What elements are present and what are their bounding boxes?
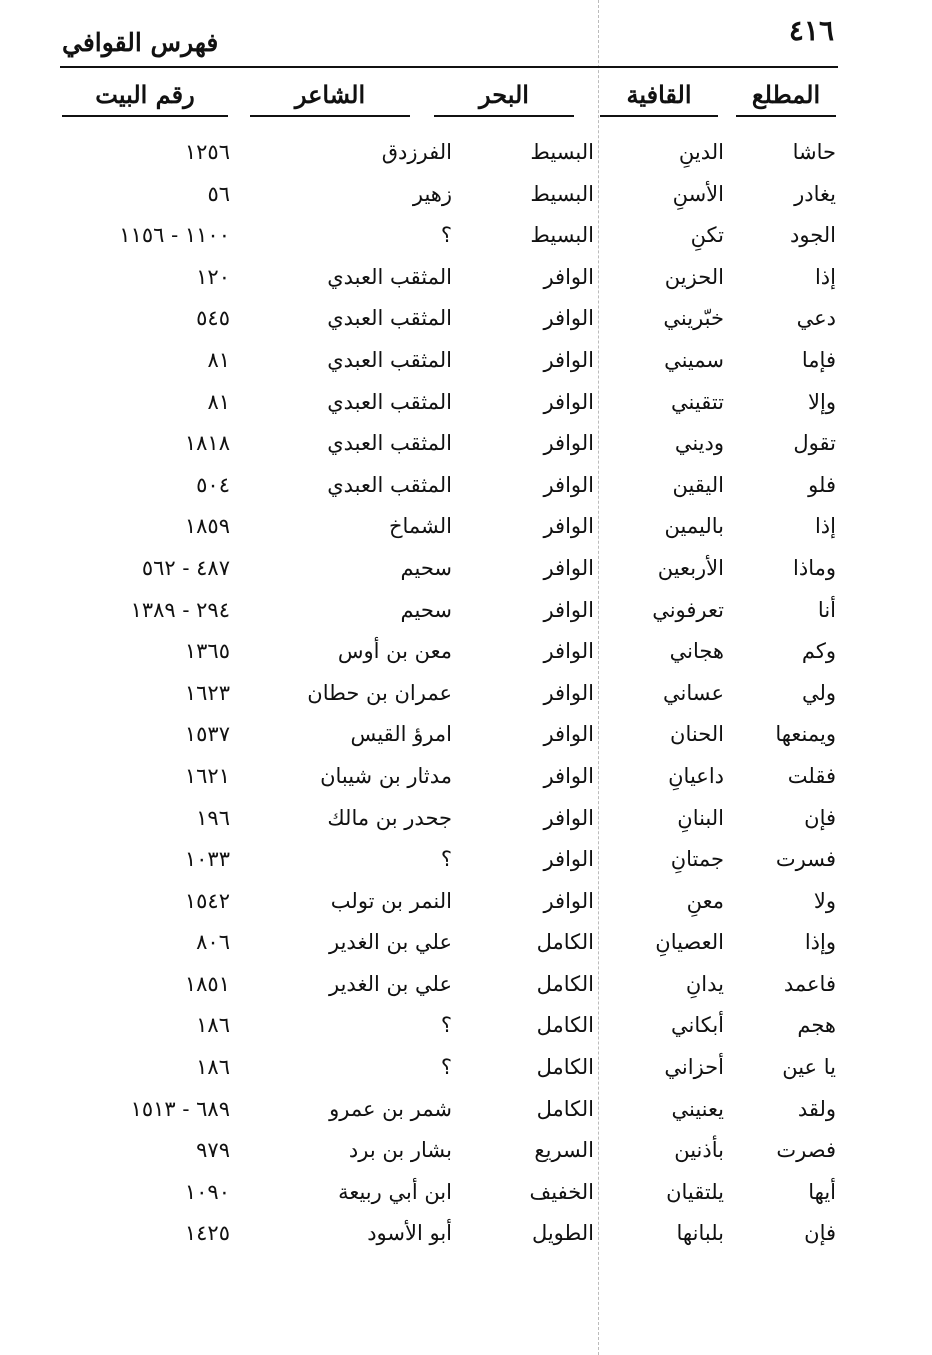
rhyme-word: يلتقيان [666, 1179, 724, 1204]
rhyme-word: البنانِ [677, 805, 724, 830]
poet-name: أبو الأسود [367, 1221, 452, 1246]
opening-word: حاشا [792, 140, 836, 164]
opening-word: أنا [817, 597, 836, 622]
column-header-rhyme: القافية [600, 80, 718, 117]
opening-word: فسرت [775, 847, 836, 872]
opening-word: هجم [797, 1013, 836, 1038]
rhyme-word: عساني [662, 680, 724, 705]
rhyme-word: الحزين [664, 264, 724, 289]
table-row [0, 841, 932, 883]
table-row [0, 217, 932, 259]
rhyme-word: وديني [674, 431, 724, 456]
opening-word: فإما [801, 347, 836, 372]
meter-name: الوافر [543, 847, 594, 872]
poet-name: علي بن الغدير [329, 971, 452, 996]
meter-name: الوافر [543, 347, 594, 372]
poet-name: بشار بن برد [348, 1138, 452, 1163]
table-row [0, 1007, 932, 1049]
verse-number: ١٠٣٣ [184, 847, 230, 872]
meter-name: الوافر [543, 763, 594, 788]
table-row [0, 1132, 932, 1174]
verse-number: ١٥٤٢ [184, 888, 230, 913]
table-row [0, 259, 932, 301]
poet-name: سحيم [400, 555, 452, 580]
verse-number: ٥٦ [207, 181, 230, 206]
rhyme-word: العصيانِ [655, 930, 724, 955]
meter-name: الخفيف [529, 1179, 594, 1204]
table-row [0, 1049, 932, 1091]
poet-name: الشماخ [388, 514, 452, 539]
verse-number: ١٨٦ [196, 1055, 230, 1080]
verse-number: ١٩٦ [196, 805, 230, 830]
table-row [0, 550, 932, 592]
poet-name: المثقب العبدي [327, 431, 452, 456]
opening-word: ولا [813, 888, 836, 913]
meter-name: الوافر [543, 639, 594, 664]
rhyme-word: تتقيني [671, 389, 724, 414]
opening-word: إذا [814, 514, 836, 539]
opening-word: فإن [804, 805, 836, 830]
poet-name: المثقب العبدي [327, 264, 452, 289]
poet-name: معن بن أوس [337, 639, 452, 664]
opening-word: أيها [808, 1179, 836, 1204]
page-number: ٤١٦ [788, 14, 834, 47]
verse-number: ١٨٥١ [184, 971, 230, 996]
verse-number: ٥٤٥ [196, 306, 230, 331]
table-row [0, 508, 932, 550]
meter-name: الكامل [536, 1013, 594, 1038]
rhyme-word: بلبانها [676, 1221, 724, 1246]
table-row [0, 342, 932, 384]
verse-number: ١١٠٠ - ١١٥٦ [119, 223, 230, 248]
opening-word: فصرت [776, 1138, 836, 1163]
meter-name: الوافر [543, 597, 594, 622]
poet-name: ابن أبي ربيعة [338, 1179, 452, 1204]
table-row [0, 425, 932, 467]
opening-word: ولقد [797, 1096, 836, 1121]
meter-name: الوافر [543, 306, 594, 331]
verse-number: ١٨٦ [196, 1013, 230, 1038]
poet-name: امرؤ القيس [350, 722, 452, 747]
meter-name: الوافر [543, 555, 594, 580]
header-rule [60, 66, 838, 68]
rhyme-word: اليقين [672, 472, 724, 497]
table-row [0, 384, 932, 426]
verse-number: ٥٠٤ [196, 472, 230, 497]
verse-number: ٦٨٩ - ١٥١٣ [130, 1096, 230, 1121]
meter-name: الوافر [543, 472, 594, 497]
table-row [0, 924, 932, 966]
verse-number: ١٨١٨ [184, 431, 230, 456]
poet-name: سحيم [400, 597, 452, 622]
meter-name: الوافر [543, 722, 594, 747]
table-row [0, 300, 932, 342]
verse-number: ٨٠٦ [196, 930, 230, 955]
verse-number: ١٦٢٣ [184, 680, 230, 705]
rhyme-word: باليمين [664, 514, 724, 539]
verse-number: ٤٨٧ - ٥٦٢ [141, 555, 230, 580]
meter-name: الكامل [536, 971, 594, 996]
rhyme-word: داعيانِ [668, 763, 724, 788]
table-row [0, 716, 932, 758]
rhyme-word: هجاني [669, 639, 724, 664]
rhyme-word: تعرفوني [652, 597, 724, 622]
poet-name: ؟ [440, 1055, 452, 1080]
poet-name: عمران بن حطان [307, 680, 452, 705]
opening-word: فلو [808, 472, 836, 497]
meter-name: الوافر [543, 431, 594, 456]
rhyme-word: الأسنِ [672, 181, 724, 206]
table-row [0, 675, 932, 717]
poet-name: المثقب العبدي [327, 389, 452, 414]
opening-word: الجود [790, 223, 836, 248]
table-row [0, 592, 932, 634]
poet-name: النمر بن تولب [330, 888, 452, 913]
rhyme-word: الأربعين [657, 555, 724, 580]
table-row [0, 800, 932, 842]
meter-name: الوافر [543, 389, 594, 414]
poet-name: المثقب العبدي [327, 347, 452, 372]
table-row [0, 883, 932, 925]
opening-word: تقول [793, 431, 836, 456]
meter-name: البسيط [530, 140, 594, 164]
column-header-verse-number: رقم البيت [62, 80, 228, 117]
opening-word: وماذا [793, 555, 836, 580]
meter-name: السريع [534, 1138, 594, 1163]
table-row [0, 633, 932, 675]
verse-number: ١٨٥٩ [184, 514, 230, 539]
verse-number: ١٤٢٥ [184, 1221, 230, 1246]
rhyme-word: يدانِ [685, 971, 724, 996]
meter-name: الوافر [543, 680, 594, 705]
rhyme-word: يعنيني [671, 1096, 724, 1121]
opening-word: فإن [804, 1221, 836, 1246]
rhyme-word: معنِ [686, 888, 724, 913]
table-row [0, 467, 932, 509]
column-header-opening: المطلع [736, 80, 836, 117]
meter-name: الكامل [536, 1096, 594, 1121]
meter-name: الوافر [543, 264, 594, 289]
rhyme-word: الدينِ [678, 140, 724, 164]
column-header-meter: البحر [434, 80, 574, 117]
meter-name: الوافر [543, 888, 594, 913]
poet-name: مدثار بن شيبان [320, 763, 452, 788]
table-row [0, 758, 932, 800]
rhyme-word: أحزاني [664, 1055, 724, 1080]
poet-name: ؟ [440, 223, 452, 248]
table-row [0, 966, 932, 1008]
meter-name: البسيط [530, 223, 594, 248]
opening-word: فاعمد [783, 971, 836, 996]
poet-name: شمر بن عمرو [329, 1096, 452, 1121]
verse-number: ١٣٦٥ [184, 639, 230, 664]
opening-word: ولي [801, 680, 836, 705]
meter-name: الكامل [536, 930, 594, 955]
rhyme-word: الحنان [670, 722, 724, 747]
running-title: فهرس القوافي [62, 28, 219, 57]
meter-name: الوافر [543, 514, 594, 539]
rhyme-word: خبّريني [663, 306, 724, 331]
verse-number: ١٠٩٠ [184, 1179, 230, 1204]
rhyme-word: جمتانِ [670, 847, 724, 872]
opening-word: وإلا [808, 389, 836, 414]
poet-name: الفرزدق [381, 140, 452, 164]
rhyme-word: بأذنين [674, 1138, 724, 1163]
poet-name: ؟ [440, 847, 452, 872]
opening-word: ويمنعها [775, 722, 836, 747]
opening-word: إذا [814, 264, 836, 289]
opening-word: دعي [796, 306, 836, 331]
rhyme-word: تكنِ [690, 223, 724, 248]
poet-name: زهير [412, 181, 452, 206]
poet-name: جحدر بن مالك [327, 805, 452, 830]
verse-number: ٩٧٩ [196, 1138, 230, 1163]
table-row [0, 1091, 932, 1133]
verse-number: ١٦٢١ [184, 763, 230, 788]
verse-number: ١٥٣٧ [184, 722, 230, 747]
meter-name: الوافر [543, 805, 594, 830]
meter-name: الكامل [536, 1055, 594, 1080]
table-row [0, 176, 932, 218]
table-row [0, 1174, 932, 1216]
verse-number: ٢٩٤ - ١٣٨٩ [130, 597, 230, 622]
opening-word: وإذا [804, 930, 836, 955]
poet-name: المثقب العبدي [327, 306, 452, 331]
opening-word: فقلت [787, 763, 836, 788]
poet-name: علي بن الغدير [329, 930, 452, 955]
column-header-poet: الشاعر [250, 80, 410, 117]
rhyme-index-table [0, 134, 932, 1257]
verse-number: ٨١ [207, 389, 230, 414]
verse-number: ١٢٠ [196, 264, 230, 289]
meter-name: الطويل [531, 1221, 594, 1246]
table-row [0, 134, 932, 176]
opening-word: يا عين [782, 1055, 836, 1080]
rhyme-word: أبكاني [670, 1013, 724, 1038]
poet-name: المثقب العبدي [327, 472, 452, 497]
rhyme-word: سميني [664, 347, 724, 372]
meter-name: البسيط [530, 181, 594, 206]
table-row [0, 1215, 932, 1257]
opening-word: وكم [801, 639, 836, 664]
poet-name: ؟ [440, 1013, 452, 1038]
opening-word: يغادر [794, 181, 836, 206]
verse-number: ٨١ [207, 347, 230, 372]
verse-number: ١٢٥٦ [184, 140, 230, 164]
